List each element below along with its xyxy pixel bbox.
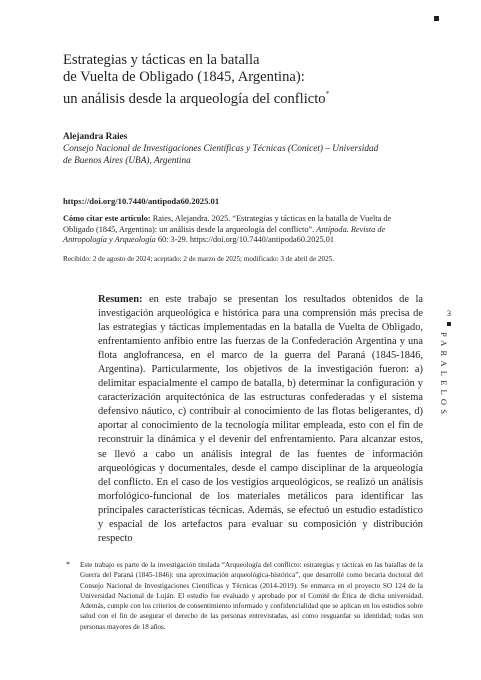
- footnote-text: Este trabajo es parte de la investigación titulada “Arqueología del conflicto: estrategias y tácticas en las batallas de la Guerra del Paraná (1845-1846): una aproximación arqueológica-histórica”, que desarrollé como becaria doctoral del Consejo Nacional de Investigaciones Científicas y Técnicas (2014-2019). Se enmarca en el proyecto SO 124 de la Universidad Nacional de Luján. El estudio fue evaluado y aprobado por el Comité de Ética de dicha universidad. Además, cumple con los criterios de consentimiento informado y confidencialidad que se aplican en los estudios sobre salud con el fin de asegurar el derecho de las personas entrevistadas, así como resguardar su identidad; todas son personas mayores de 18 años.: [80, 561, 423, 631]
- footnote-marker: *: [66, 560, 70, 569]
- title-line-text: un análisis desde la arqueología del conflicto: [63, 91, 326, 108]
- author-affiliation: Consejo Nacional de Investigaciones Científicas y Técnicas (Conicet) – Universidad: [63, 144, 379, 155]
- author-name: Alejandra Raies: [63, 132, 128, 142]
- publication-dates: Recibido: 2 de agosto de 2024; aceptado: 2 de marzo de 2025; modificado: 3 de abril de 2025.: [63, 255, 335, 263]
- abstract: [98, 293, 423, 546]
- section-label-vertical: PARALELOS: [439, 332, 449, 419]
- title-footnote-marker[interactable]: *: [325, 90, 330, 99]
- title-line: Estrategias y tácticas en la batalla: [63, 52, 260, 68]
- corner-square-mark: [434, 16, 439, 21]
- title-line: de Vuelta de Obligado (1845, Argentina):: [63, 69, 305, 86]
- margin-square-mark: [447, 322, 451, 326]
- page-number: 3: [447, 309, 451, 318]
- article-title: [63, 52, 393, 109]
- author-affiliation: de Buenos Aires (UBA), Argentina: [63, 156, 191, 167]
- doi-link[interactable]: https://doi.org/10.7440/antipoda60.2025.01: [63, 196, 220, 206]
- citation-rest: 60: 3-29. https://doi.org/10.7440/antipoda60.2025.01: [155, 235, 335, 245]
- abstract-label: Resumen:: [98, 294, 143, 305]
- citation-label: Cómo citar este artículo:: [63, 214, 151, 223]
- abstract-text: en este trabajo se presentan los resultados obtenidos de la investigación arqueológica e histórica para una comprensión más precisa de las estrategias y tácticas implementadas en la batalla de Vuelta de Obligado, enfrentamiento anfibio entre las fuerzas de la Confederación Argentina y una flota anglofrancesa, en el marco de la guerra del Paraná (1845-1846, Argentina). Particularmente, los objetivos de la investigación fueron: a) delimitar espacialmente el campo de batalla, b) determinar la configuración y caracterización arquitectónica de las estructuras confederadas y el sistema defensivo náutico, c) contribuir al conocimiento de las flotas beligerantes, d) aportar al conocimiento de la tecnología militar empleada, esto con el fin de reconstruir la dinámica y el devenir del enfrentamiento. Para alcanzar estos, se llevó a cabo un análisis integral de las fuentes de información arqueológicas y documentales, desde el campo disciplinar de la arqueología del conflicto. En el caso de los vestigios arqueológicos, se realizó un análisis morfológico-funcional de los materiales metálicos para identificar las principales características técnicas. Además, se efectuó un estudio estadístico y espacial de los artefactos para evaluar su composición y distribución respecto: [98, 294, 423, 544]
- title-line: [63, 86, 393, 108]
- citation-block: [63, 214, 421, 246]
- citation-journal: Antípoda. Revista de Antropología y Arqueología: [63, 224, 386, 245]
- citation-text: Raies, Alejandra. 2025. “Estrategias y tácticas en la batalla de Vuelta de Obligado (1845, Argentina): un análisis desde la arqueología del conflicto”.: [63, 214, 392, 234]
- author-block: [63, 131, 418, 168]
